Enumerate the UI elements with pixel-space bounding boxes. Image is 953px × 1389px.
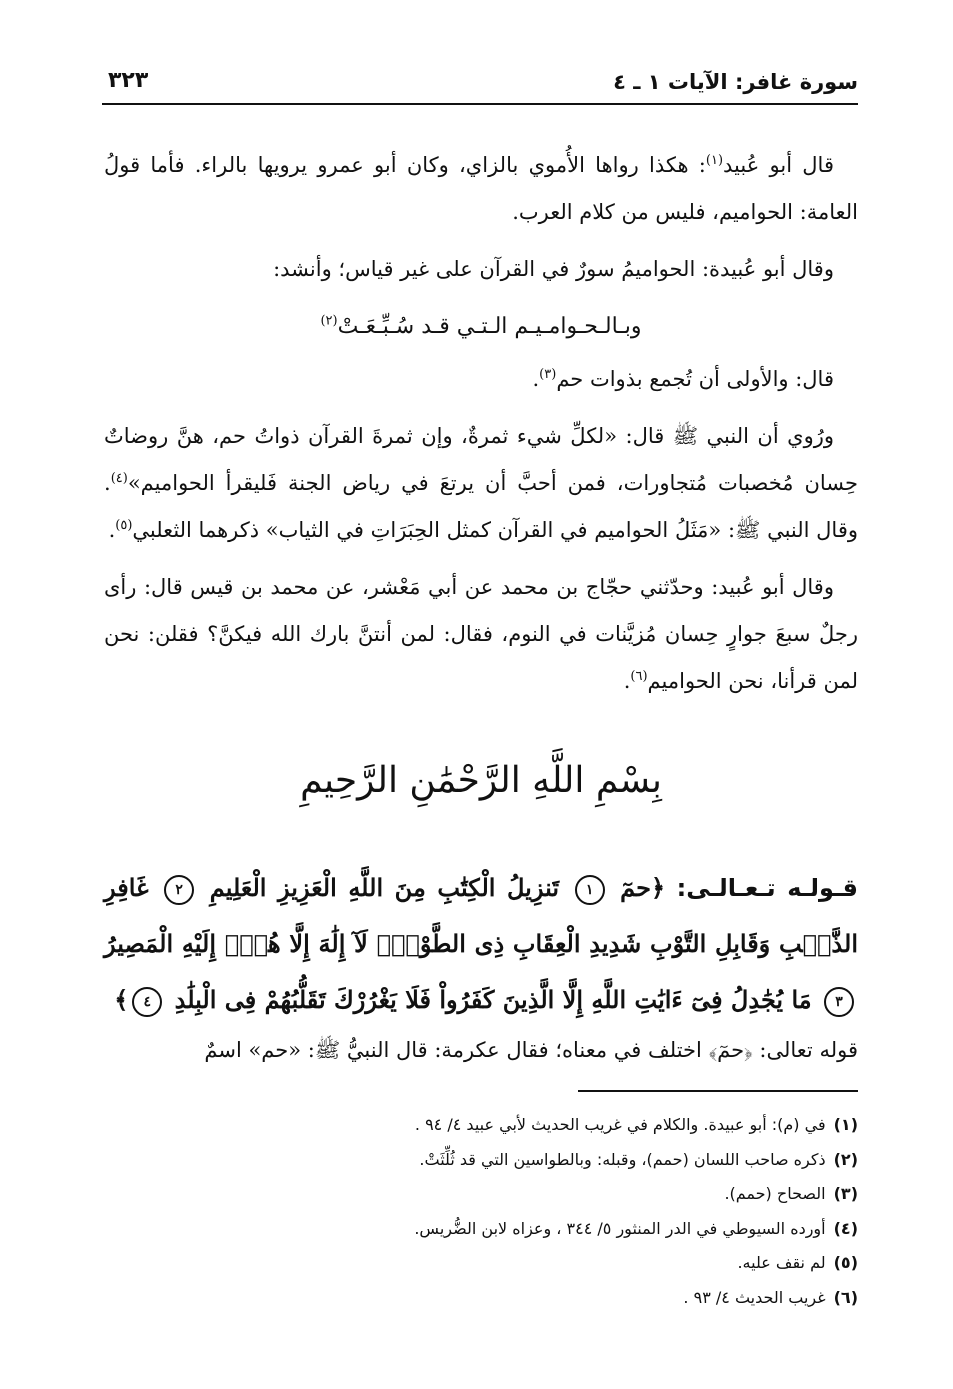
- paragraph-4-text: ورُوي أن النبي ﷺ قال: «لكلِّ شيء ثمرةٌ، وإن ثمرةَ القرآن ذواتُ حم، هنَّ روضاتٌ حِسان مُخصبات مُتجاورات، فمن أحبَّ أن يرتعَ في رياض الجنة فَليقرأ الحواميم»: [104, 424, 858, 495]
- paragraph-5-text: وقال أبو عُبيد: وحدّثني حجّاج بن محمد عن أبي مَعْشر، عن محمد بن قيس قال: رأى رجلٌ سبعَ جوارٍ حِسان مُزيَّنات في النوم، فقال: لمن أنتنَّ بارك الله فيكنَّ؟ فقلن: نحن لمن قرأنا، نحن الحواميم: [104, 575, 858, 693]
- ayah-number-icon: ١: [575, 875, 605, 905]
- footnote-item: [104, 1177, 858, 1212]
- ornate-bracket-open: ﴿: [650, 873, 666, 902]
- quran-segment-4: مَا يُجَٰدِلُ فِىٓ ءَايَٰتِ اللَّهِ إِلَّا الَّذِينَ كَفَرُواْ فَلَا يَغْرُرْكَ تَقَلُّبُهُمْ فِى الْبِلَٰدِ: [174, 985, 812, 1014]
- paragraph-1-start: قال أبو عُبيد: [723, 153, 834, 177]
- footnote-item: [104, 1108, 858, 1143]
- footnote-ref-4: (٤): [110, 471, 128, 486]
- footnote-item: [104, 1246, 858, 1281]
- paragraph-2: [104, 246, 858, 293]
- footnote-ref-5: (٥): [115, 518, 133, 533]
- paragraph-3: [104, 356, 858, 403]
- footnote-ref-3: (٣): [539, 367, 557, 382]
- footnote-number: (٦): [833, 1287, 858, 1307]
- ayah-number-icon: ٣: [824, 987, 854, 1017]
- footnote-number: (٣): [833, 1184, 858, 1203]
- paragraph-5-end: .: [623, 669, 631, 693]
- paragraph-2-text: وقال أبو عُبيدة: الحواميمُ سورٌ في القرآن على غير قياس؛ وأنشد:: [273, 257, 834, 281]
- ayah-number-icon: ٤: [132, 987, 162, 1017]
- footnote-item: [104, 1212, 858, 1247]
- paragraph-4-mid: . وقال النبي ﷺ: «مَثَلُ الحواميم في القرآن كمثل الحِبَرَاتِ في الثياب» ذكرهما الثعلبي: [104, 471, 858, 542]
- footnote-text: غريب الحديث ٤/ ٩٣ .: [683, 1287, 826, 1307]
- quran-segment-3: غَافِرِ الذَّنۢبِ وَقَابِلِ التَّوْبِ شَدِيدِ الْعِقَابِ ذِى الطَّوْلِۖ لَآ إِلَٰهَ إِلَّا هُوَۖ إِلَيْهِ الْمَصِيرُ: [104, 873, 858, 958]
- paragraph-4: [104, 413, 858, 554]
- paragraph-3-text: قال: والأولى أن تُجمع بذوات حم: [556, 367, 834, 391]
- footnote-number: (١): [833, 1115, 858, 1134]
- header-rule: [102, 103, 858, 105]
- footnote-ref-1: (١): [705, 153, 724, 168]
- paragraph-4-end: .: [108, 518, 116, 542]
- quran-segment-1: حمٓ: [620, 873, 651, 902]
- footnote-number: (٢): [833, 1149, 858, 1169]
- ornate-bracket-close: ﴾: [114, 985, 129, 1014]
- footnote-text: ذكره صاحب اللسان (حمم)، وقبله: وبالطواسين التي قد ثُلِّثَتْ.: [419, 1149, 826, 1169]
- footnote-separator: [578, 1090, 858, 1092]
- paragraph-3-end: .: [532, 367, 540, 391]
- footnote-ref-2: (٢): [320, 313, 338, 329]
- running-title: سورة غافر: الآيات ١ ـ ٤: [613, 70, 858, 94]
- footnote-text: أورده السيوطي في الدر المنثور ٥/ ٣٤٤ ، وعزاه لابن الضُّريس.: [414, 1218, 826, 1238]
- footnote-text: لم نقف عليه.: [737, 1253, 826, 1272]
- commentary-line: قوله تعالى: ﴿حمٓ﴾ اختلف في معناه؛ فقال عكرمة: قال النبيُّ ﷺ: «حم» اسمٌ: [204, 1038, 858, 1062]
- footnote-number: (٥): [833, 1253, 858, 1272]
- paragraph-1-rest: : هكذا رواها الأُموي بالزاي، وكان أبو عمرو يرويها بالراء. فأما قولُ العامة: الحواميم، فليس من كلام العرب.: [104, 153, 858, 224]
- poetry-verse: [104, 303, 858, 350]
- footnote-text: في (م): أبو عبيدة. والكلام في غريب الحديث لأبي عبيد ٤/ ٩٤ .: [414, 1115, 826, 1134]
- paragraph-5: [104, 564, 858, 705]
- footnotes: [104, 1108, 858, 1315]
- quran-lead: قـولـه تـعـالـى:: [676, 874, 859, 902]
- page-header: [108, 64, 858, 104]
- footnote-item: [104, 1281, 858, 1316]
- footnote-item: [104, 1143, 858, 1178]
- ayah-number-icon: ٢: [164, 875, 194, 905]
- paragraph-1: [104, 142, 858, 236]
- poetry-verse-text: وبـالـحـوامـيـم الـتـي قـد سُـبِّـعَـتْ: [337, 314, 642, 339]
- main-text: [104, 142, 858, 715]
- quran-segment-2: تَنزِيلُ الْكِتَٰبِ مِنَ اللَّهِ الْعَزِيزِ الْعَلِيمِ: [209, 873, 560, 902]
- quran-verses: [104, 860, 858, 1028]
- footnote-ref-6: (٦): [630, 669, 648, 684]
- page-number: ٣٢٣: [108, 68, 149, 93]
- basmala-calligraphy: بِسْمِ اللَّهِ الرَّحْمَٰنِ الرَّحِيمِ: [300, 760, 662, 801]
- footnote-number: (٤): [833, 1218, 858, 1238]
- footnote-text: الصحاح (حمم).: [724, 1184, 826, 1203]
